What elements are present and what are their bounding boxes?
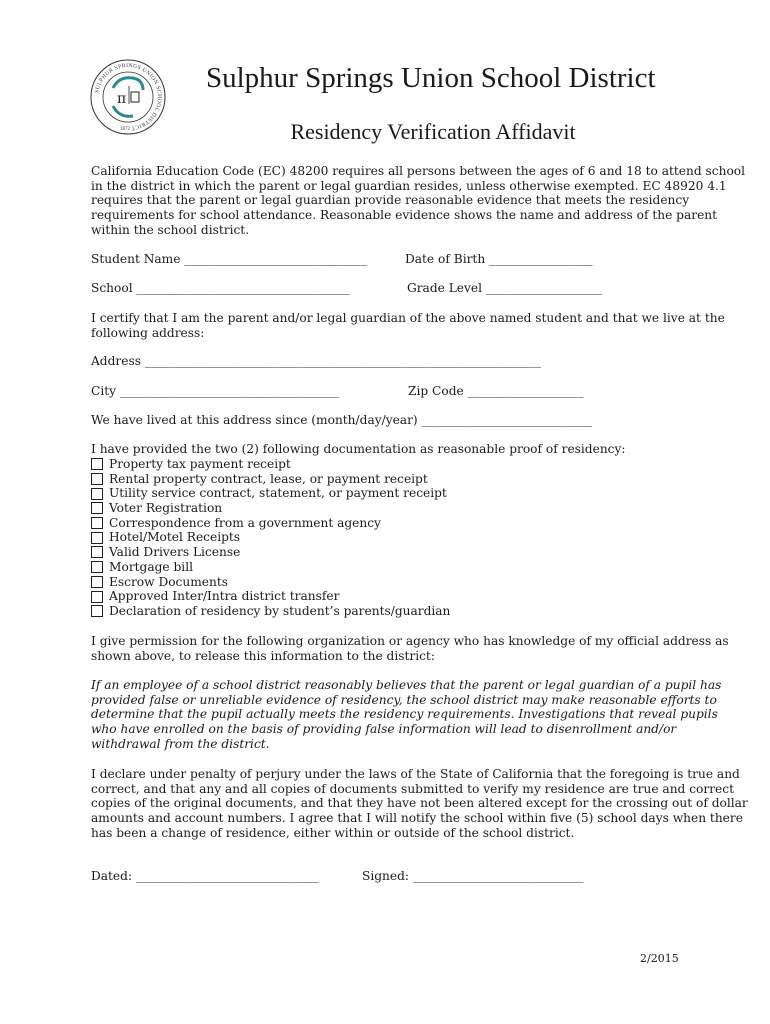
checkbox[interactable] xyxy=(91,591,103,603)
checklist-item[interactable] xyxy=(91,575,450,590)
checklist-label: Approved Inter/Intra district transfer xyxy=(109,589,340,604)
declaration-line: has been a change of residence, either within or outside of the school district. xyxy=(91,825,575,840)
signed-field[interactable]: Signed: ____________________________ xyxy=(362,869,584,883)
checklist-item[interactable] xyxy=(91,472,450,487)
address-field[interactable]: Address _________________________________________________________________ xyxy=(91,354,541,368)
checklist-label: Correspondence from a government agency xyxy=(109,515,381,530)
checklist-label: Rental property contract, lease, or payment receipt xyxy=(109,471,428,486)
checkbox[interactable] xyxy=(91,517,103,529)
checkbox[interactable] xyxy=(91,561,103,573)
checkbox[interactable] xyxy=(91,546,103,558)
certify-line: I certify that I am the parent and/or legal guardian of the above named student and that we live at the xyxy=(91,311,725,325)
checklist-item[interactable] xyxy=(91,530,450,545)
svg-text:1872: 1872 xyxy=(120,127,130,132)
lived-since-field[interactable]: We have lived at this address since (month/day/year) ____________________________ xyxy=(91,413,593,427)
permission-line: shown above, to release this information to the district: xyxy=(91,648,435,663)
city-field[interactable]: City ____________________________________ xyxy=(91,384,340,398)
form-title: Residency Verification Affidavit xyxy=(290,119,576,144)
notice-line: withdrawal from the district. xyxy=(91,736,270,751)
checkbox[interactable] xyxy=(91,605,103,617)
checklist-label: Valid Drivers License xyxy=(109,545,241,560)
date-of-birth-field[interactable]: Date of Birth _________________ xyxy=(405,252,593,266)
permission-paragraph xyxy=(91,634,729,663)
notice-line: who have enrolled on the basis of providing false information will lead to disenrollment and/or xyxy=(91,722,677,737)
documentation-checklist xyxy=(91,457,450,619)
notice-line: determine that the pupil actually meets the residency requirements. Investigations that reveal pupils xyxy=(91,707,718,722)
checkbox[interactable] xyxy=(91,502,103,514)
checkbox[interactable] xyxy=(91,458,103,470)
checklist-item[interactable] xyxy=(91,589,450,604)
intro-paragraph xyxy=(91,164,746,238)
notice-paragraph xyxy=(91,678,722,752)
checklist-item[interactable] xyxy=(91,457,450,472)
checklist-label: Escrow Documents xyxy=(109,574,229,589)
grade-level-field[interactable]: Grade Level ___________________ xyxy=(407,281,602,295)
checklist-label: Voter Registration xyxy=(109,501,223,516)
svg-text:π: π xyxy=(117,91,127,107)
certify-line: following address: xyxy=(91,325,205,340)
checkbox[interactable] xyxy=(91,488,103,500)
permission-line: I give permission for the following organization or agency who has knowledge of my official address as xyxy=(91,634,729,648)
district-name: Sulphur Springs Union School District xyxy=(206,62,656,94)
checkbox[interactable] xyxy=(91,473,103,485)
checklist-label: Hotel/Motel Receipts xyxy=(109,530,241,545)
dated-field[interactable]: Dated: ______________________________ xyxy=(91,869,319,883)
zip-code-field[interactable]: Zip Code ___________________ xyxy=(408,384,584,398)
checklist-item[interactable] xyxy=(91,545,450,560)
notice-line: If an employee of a school district reasonably believes that the parent or legal guardian of a pupil has xyxy=(91,678,722,692)
checklist-label: Mortgage bill xyxy=(109,559,193,574)
form-revision-date: 2/2015 xyxy=(640,952,679,965)
student-name-field[interactable]: Student Name ______________________________ xyxy=(91,252,368,266)
intro-line: California Education Code (EC) 48200 requires all persons between the ages of 6 and 18 to attend school xyxy=(91,164,746,178)
declaration-line: amounts and account numbers. I agree that I will notify the school within five (5) school days when there xyxy=(91,811,743,826)
notice-line: provided false or unreliable evidence of residency, the school district may make reasonable efforts to xyxy=(91,692,717,707)
checklist-item[interactable] xyxy=(91,486,450,501)
school-field[interactable]: School ___________________________________ xyxy=(91,281,350,295)
intro-line: requirements for school attendance. Reasonable evidence shows the name and address of the parent xyxy=(91,208,718,223)
checklist-label: Property tax payment receipt xyxy=(109,457,291,471)
checkbox[interactable] xyxy=(91,532,103,544)
declaration-line: I declare under penalty of perjury under the laws of the State of California that the foregoing is true and xyxy=(91,767,740,781)
intro-line: requires that the parent or legal guardian provide reasonable evidence that meets the residency xyxy=(91,193,690,208)
declaration-line: correct, and that any and all copies of documents submitted to verify my residence are true and correct xyxy=(91,781,734,796)
declaration-line: copies of the original documents, and that they have not been altered except for the crossing out of dollar xyxy=(91,796,748,811)
checklist-item[interactable] xyxy=(91,604,450,619)
checklist-item[interactable] xyxy=(91,516,450,531)
svg-text:SULPHUR SPRINGS UNION SCHOOL D: SULPHUR SPRINGS UNION SCHOOL DISTRICT xyxy=(94,62,163,131)
checklist-item[interactable] xyxy=(91,560,450,575)
checklist-label: Declaration of residency by student’s parents/guardian xyxy=(109,603,451,618)
intro-line: in the district in which the parent or legal guardian resides, unless otherwise exempted. EC 48920 4.1 xyxy=(91,178,727,193)
declaration-paragraph xyxy=(91,767,748,841)
certify-paragraph xyxy=(91,311,725,340)
documentation-intro: I have provided the two (2) following documentation as reasonable proof of residency: xyxy=(91,442,626,456)
intro-line: within the school district. xyxy=(91,222,250,237)
checklist-item[interactable] xyxy=(91,501,450,516)
checklist-label: Utility service contract, statement, or payment receipt xyxy=(109,486,447,501)
checkbox[interactable] xyxy=(91,576,103,588)
